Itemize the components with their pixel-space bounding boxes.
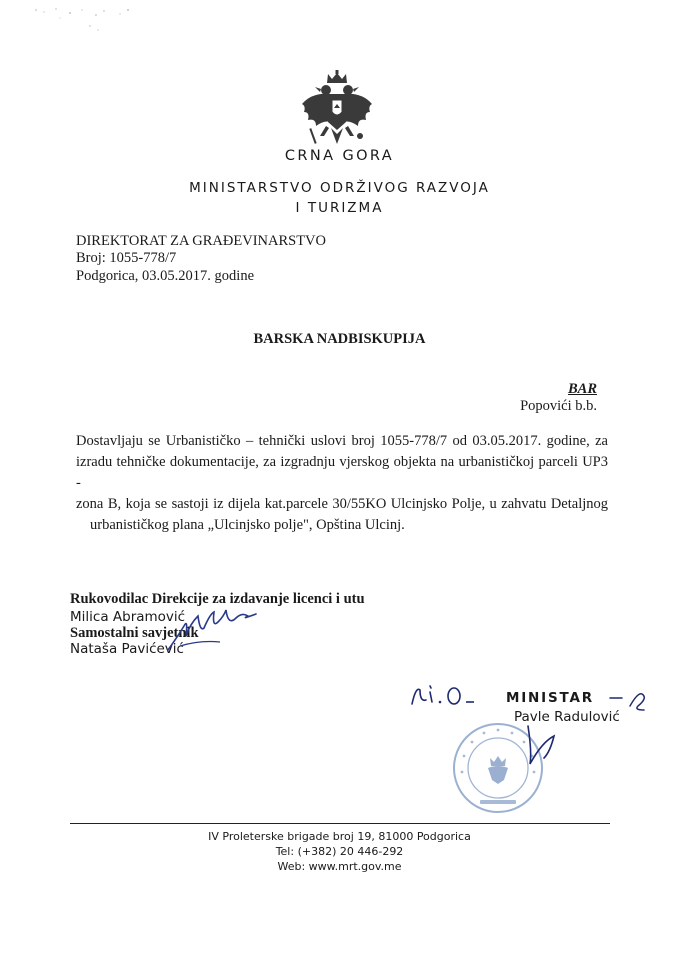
scan-noise	[30, 4, 140, 34]
handwritten-signature	[160, 606, 270, 654]
ministry-name-line2: I TURIZMA	[295, 200, 384, 216]
body-line: urbanističkog plana „Ulcinjsko polje", Opština Ulcinj.	[90, 517, 405, 533]
place-and-date: Podgorica, 03.05.2017. godine	[76, 268, 255, 284]
advisor-title: Samostalni savjetnik	[70, 625, 199, 641]
minister-signature	[520, 722, 562, 770]
body-line: Dostavljaju se Urbanističko – tehnički uslovi broj 1055-778/7 od 03.05.2017. godine, za	[76, 433, 608, 449]
body-line: zona B, koja se sastoji iz dijela kat.parcele 30/55KO Ulcinjsko Polje, u zahvatu Detaljnog	[76, 496, 608, 512]
coat-of-arms-emblem	[298, 70, 376, 152]
advisor-name: Nataša Pavićević	[70, 641, 184, 657]
reference-number: Broj: 1055-778/7	[76, 250, 177, 266]
minister-name: Pavle Radulović	[514, 709, 620, 725]
footer-divider	[70, 823, 610, 824]
footer-address: IV Proleterske brigade broj 19, 81000 Podgorica	[208, 830, 471, 843]
body-line: izradu tehničke dokumentacije, za izgradnju vjerskog objekta na urbanističkoj parceli UP3 -	[76, 454, 608, 491]
footer-website: Web: www.mrt.gov.me	[277, 860, 402, 873]
head-of-directorate-title: Rukovodilac Direkcije za izdavanje licenci i utu	[70, 591, 365, 607]
letter-body	[76, 431, 608, 536]
ministry-name-line1: MINISTARSTVO ODRŽIVOG RAZVOJA	[189, 180, 490, 196]
minister-title: MINISTAR	[506, 690, 594, 706]
recipient-street: Popovići b.b.	[520, 398, 597, 414]
recipient-city: BAR	[567, 381, 597, 397]
directorate-name: DIREKTORAT ZA GRAĐEVINARSTVO	[76, 233, 326, 249]
country-name: CRNA GORA	[284, 148, 395, 164]
handwritten-note	[408, 680, 518, 710]
recipient-name: BARSKA NADBISKUPIJA	[253, 331, 426, 347]
footer-phone: Tel: (+382) 20 446-292	[275, 845, 404, 858]
head-of-directorate-name: Milica Abramović	[70, 609, 186, 625]
